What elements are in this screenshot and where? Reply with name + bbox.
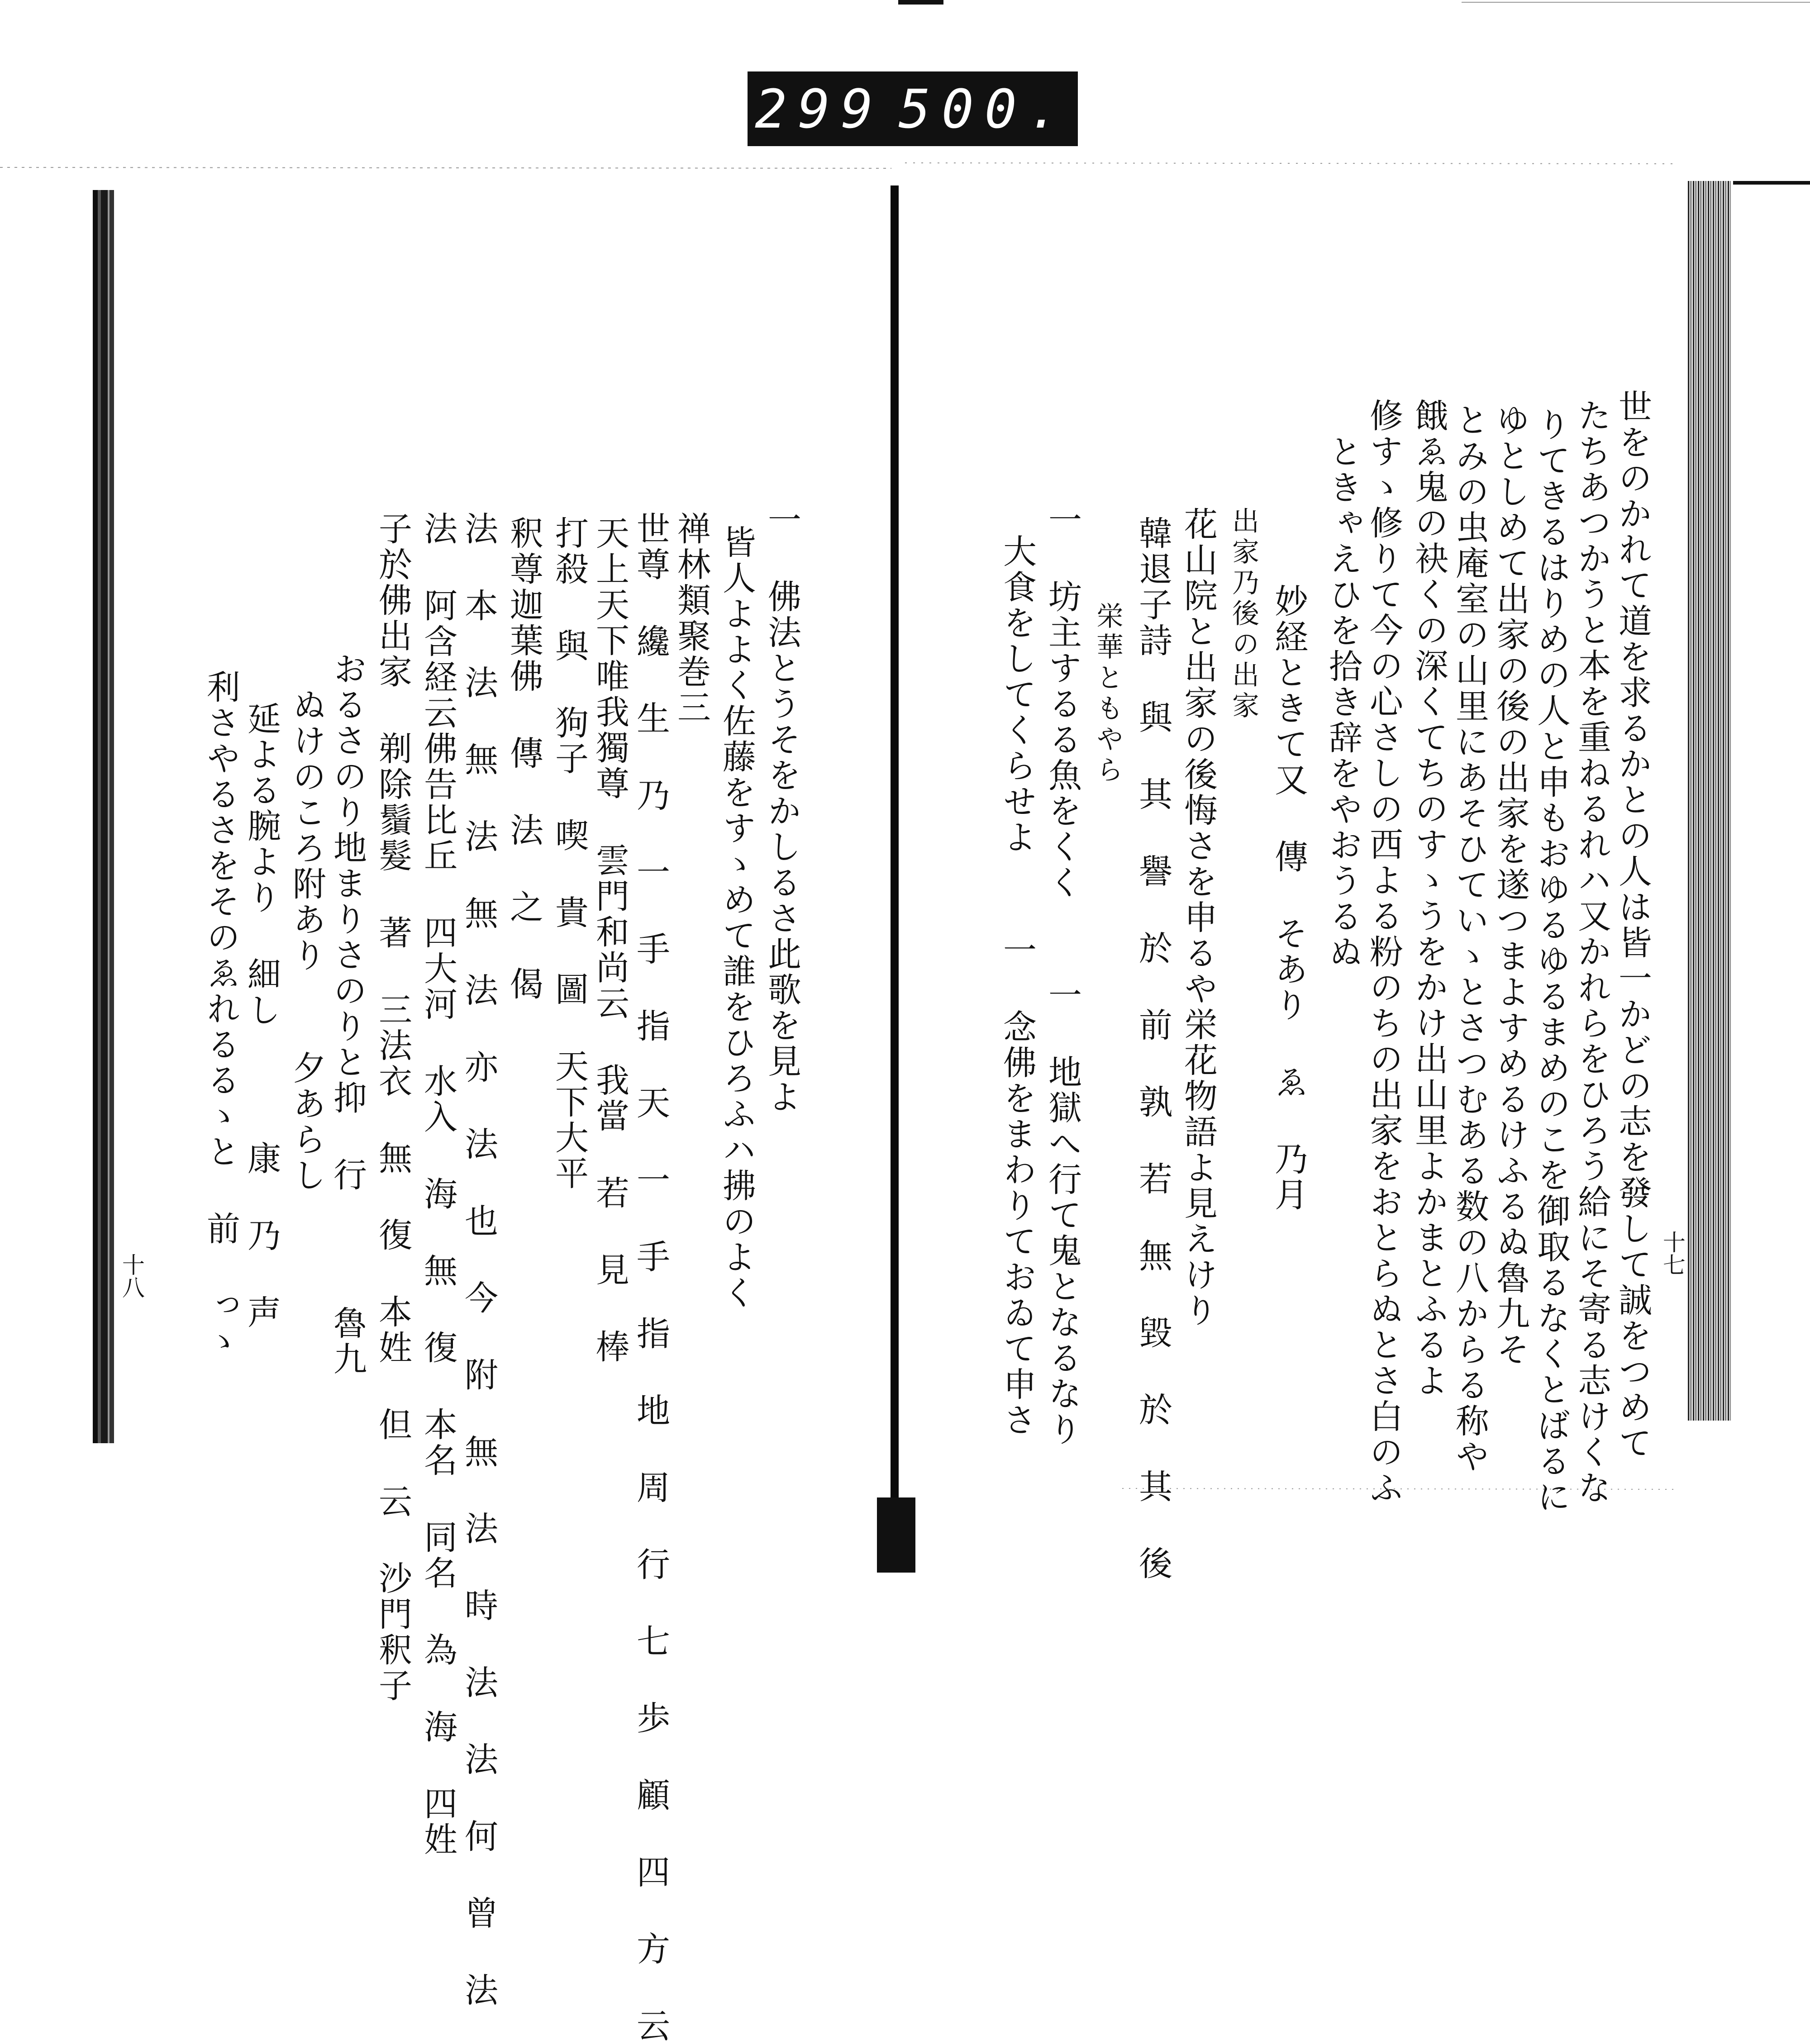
text-column: 世をのかれて道を求るかとの人は皆一かどの志を發して誠をつめて [1613,389,1652,1461]
text-column: ゆとしめて出家の後の出家を遂つまよすめるけふるぬ魯九そ [1491,403,1530,1368]
page-number-left: 十八 [119,1253,145,1298]
text-column: 餓ゑ鬼の袂くの深くてちのすゝうをかけ出山里よかまとふるよ [1410,398,1448,1399]
text-column: たちあつかうと本を重ねるれハ又かれらをひろう給にそ寄る志けくな [1572,398,1611,1506]
frame-number-right: 500. [898,77,1071,140]
text-column: 修すゝ修りて今の心さしの西よる粉のちの出家をおとらぬとさ白のふ [1364,398,1403,1506]
text-column: 韓退子詩 與 其 譽 於 前 孰 若 無 毀 於 其 後 [1134,516,1172,1582]
book-gutter [891,185,899,1573]
text-column: 法 阿含経云佛告比丘 四大河 水入 海 無 復 本名 同名 為 海 四姓 [419,511,457,1858]
text-column: とみの虫庵室の山里にあそひていゝとさつむある数の八からる称や [1450,403,1489,1475]
text-column: りてきるはりめの人と申もおゆるゆるまめのこを御取るなくとばるに [1532,407,1571,1515]
haikai-verse: 利さやるさをそのゑれるるゝと 前 っゝ [201,670,240,1359]
page-number-right: 十七 [1659,1231,1686,1276]
frame-number-left: 299 [755,77,884,140]
text-column: 子於佛出家 剃除鬚髮 著 三法衣 無 復 本姓 但 云 沙門釈子 [373,511,412,1704]
scan-edge-mark [898,0,943,5]
scan-edge-mark [1733,181,1810,185]
section-heading: 出家乃後の出家 [1228,507,1259,722]
text-column: 法 本 法 無 法 無 法 亦 法 也 今 附 無 法 時 法 法 何 曾 法 [459,511,498,2008]
text-column: 妙経ときて又 傳 そあり ゑ 乃月 [1269,584,1308,1213]
text-column: 世尊 纔 生 乃 一 手 指 天 一 手 指 地 周 行 七 歩 顧 四 方 云 [631,511,670,2044]
text-column: 大食をしてくらせよ 一 念佛をまわりておゐて申さ [998,534,1037,1438]
text-column: ときゃえひを拾き辞をやおうるぬ [1324,434,1362,970]
book-edge-right [1688,181,1731,1421]
frame-counter [748,71,1078,146]
haikai-verse: 延よる腕より 細し 康 乃 声 [242,701,281,1331]
text-column: 打殺 與 狗子 喫 貴 圖 天下大平 [550,516,589,1192]
text-column: 栄華ともやら [1092,602,1124,786]
haikai-verse: ぬけのころ附あり 夕あらし [287,688,326,1193]
text-column: 一 佛法とうそをかしるさ此歌を見よ [762,502,801,1115]
text-column: 禅林類聚巻三 [672,511,711,726]
text-column: 花山院と出家の後悔さを申るや栄花物語よ見えけり [1179,507,1218,1329]
haikai-verse: おるさのり地まりさのりと抑 行 魯九 [328,651,367,1377]
text-column: 一 坊主するる魚をくく 一 地獄へ行て鬼となるなり [1043,502,1082,1448]
text-column: 釈尊迦葉佛 傳 法 之 偈 [505,516,543,1002]
text-column: 皆人よよく佐藤をすゝめて誰をひろふハ拂のよく [717,525,756,1311]
gutter-shadow [877,1497,915,1573]
text-column: 天上天下唯我獨尊 雲門和尚云 我當 若 見 棒 [591,516,629,1365]
